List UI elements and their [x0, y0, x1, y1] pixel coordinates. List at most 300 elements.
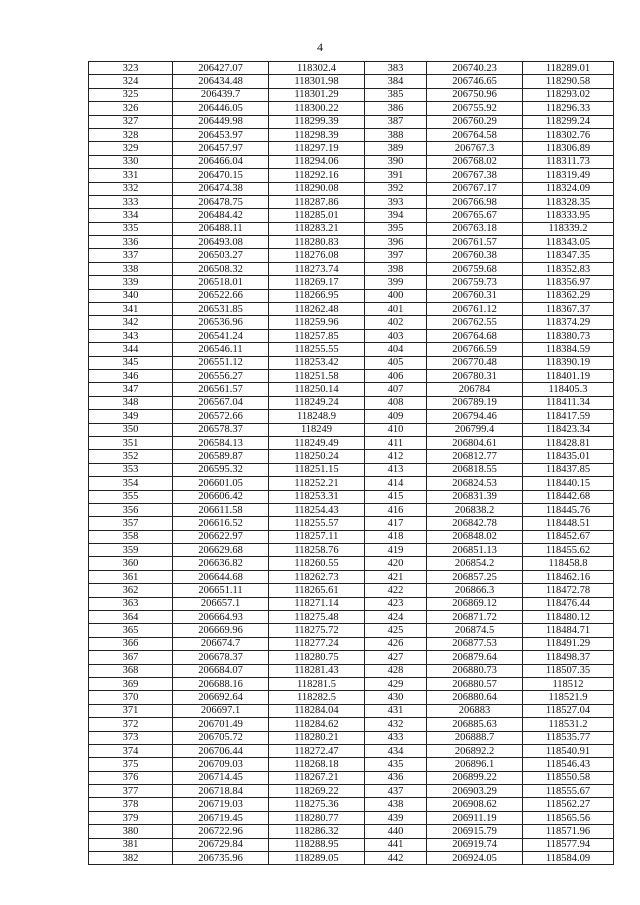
cell-y-right: 118339.2 — [523, 222, 614, 235]
cell-y-left: 118289.05 — [269, 852, 365, 865]
cell-y-right: 118452.67 — [523, 530, 614, 543]
table-row — [89, 155, 614, 168]
cell-y-right: 118584.09 — [523, 852, 614, 865]
cell-x-left: 206636.82 — [173, 557, 269, 570]
cell-y-right: 118440.15 — [523, 477, 614, 490]
cell-x-left: 206678.37 — [173, 651, 269, 664]
cell-x-left: 206601.05 — [173, 477, 269, 490]
cell-y-right: 118401.19 — [523, 369, 614, 382]
cell-y-left: 118281.5 — [269, 677, 365, 690]
cell-x-left: 206714.45 — [173, 771, 269, 784]
cell-x-right: 206770.48 — [427, 356, 523, 369]
cell-point-left: 375 — [89, 758, 173, 771]
cell-x-left: 206644.68 — [173, 570, 269, 583]
cell-point-left: 330 — [89, 155, 173, 168]
cell-x-right: 206908.62 — [427, 798, 523, 811]
cell-y-left: 118267.21 — [269, 771, 365, 784]
cell-y-right: 118423.34 — [523, 423, 614, 436]
cell-x-right: 206767.3 — [427, 142, 523, 155]
cell-y-right: 118311.73 — [523, 155, 614, 168]
cell-point-right: 441 — [365, 838, 427, 851]
cell-y-left: 118254.43 — [269, 503, 365, 516]
cell-y-right: 118356.97 — [523, 276, 614, 289]
cell-point-left: 348 — [89, 396, 173, 409]
cell-y-left: 118253.42 — [269, 356, 365, 369]
cell-point-left: 377 — [89, 785, 173, 798]
table-row — [89, 303, 614, 316]
cell-y-right: 118380.73 — [523, 329, 614, 342]
cell-point-left: 332 — [89, 182, 173, 195]
cell-y-left: 118259.96 — [269, 316, 365, 329]
table-row — [89, 383, 614, 396]
cell-y-left: 118275.48 — [269, 611, 365, 624]
cell-y-right: 118535.77 — [523, 731, 614, 744]
cell-y-right: 118527.04 — [523, 704, 614, 717]
cell-x-right: 206784 — [427, 383, 523, 396]
cell-point-left: 338 — [89, 262, 173, 275]
table-row — [89, 838, 614, 851]
cell-x-left: 206622.97 — [173, 530, 269, 543]
cell-x-right: 206764.68 — [427, 329, 523, 342]
cell-y-left: 118257.85 — [269, 329, 365, 342]
cell-y-left: 118249.24 — [269, 396, 365, 409]
table-row — [89, 530, 614, 543]
table-row — [89, 731, 614, 744]
cell-y-right: 118498.37 — [523, 651, 614, 664]
table-row — [89, 544, 614, 557]
table-row — [89, 718, 614, 731]
table-row — [89, 182, 614, 195]
cell-y-left: 118294.06 — [269, 155, 365, 168]
cell-point-left: 368 — [89, 664, 173, 677]
table-row — [89, 597, 614, 610]
cell-y-right: 118480.12 — [523, 611, 614, 624]
cell-point-right: 396 — [365, 236, 427, 249]
cell-point-right: 426 — [365, 637, 427, 650]
cell-point-right: 413 — [365, 463, 427, 476]
cell-point-right: 439 — [365, 811, 427, 824]
cell-x-left: 206493.08 — [173, 236, 269, 249]
cell-point-left: 334 — [89, 209, 173, 222]
coordinates-table — [88, 61, 614, 865]
cell-y-left: 118269.17 — [269, 276, 365, 289]
page-number: 4 — [317, 40, 323, 54]
cell-x-right: 206888.7 — [427, 731, 523, 744]
cell-x-left: 206434.48 — [173, 75, 269, 88]
table-row — [89, 463, 614, 476]
cell-x-right: 206851.13 — [427, 544, 523, 557]
table-row — [89, 249, 614, 262]
cell-x-right: 206761.12 — [427, 303, 523, 316]
cell-y-left: 118284.04 — [269, 704, 365, 717]
cell-y-left: 118249.49 — [269, 436, 365, 449]
cell-x-left: 206457.97 — [173, 142, 269, 155]
cell-point-left: 378 — [89, 798, 173, 811]
cell-y-right: 118390.19 — [523, 356, 614, 369]
cell-x-right: 206789.19 — [427, 396, 523, 409]
table-row — [89, 316, 614, 329]
cell-point-left: 337 — [89, 249, 173, 262]
table-row — [89, 356, 614, 369]
cell-y-right: 118565.56 — [523, 811, 614, 824]
cell-x-right: 206899.22 — [427, 771, 523, 784]
cell-point-right: 408 — [365, 396, 427, 409]
cell-x-left: 206466.04 — [173, 155, 269, 168]
cell-y-right: 118571.96 — [523, 825, 614, 838]
cell-point-left: 379 — [89, 811, 173, 824]
table-row — [89, 142, 614, 155]
cell-x-right: 206824.53 — [427, 477, 523, 490]
cell-y-right: 118445.76 — [523, 503, 614, 516]
cell-y-left: 118257.11 — [269, 530, 365, 543]
table-row — [89, 262, 614, 275]
cell-x-right: 206780.31 — [427, 369, 523, 382]
cell-y-right: 118491.29 — [523, 637, 614, 650]
cell-y-right: 118562.27 — [523, 798, 614, 811]
table-row — [89, 758, 614, 771]
cell-point-right: 401 — [365, 303, 427, 316]
cell-point-right: 388 — [365, 128, 427, 141]
cell-point-left: 350 — [89, 423, 173, 436]
cell-x-right: 206740.23 — [427, 62, 523, 75]
cell-y-right: 118333.95 — [523, 209, 614, 222]
table-row — [89, 236, 614, 249]
cell-y-right: 118546.43 — [523, 758, 614, 771]
cell-x-left: 206551.12 — [173, 356, 269, 369]
cell-x-right: 206869.12 — [427, 597, 523, 610]
cell-y-right: 118521.9 — [523, 691, 614, 704]
cell-x-right: 206880.57 — [427, 677, 523, 690]
table-row — [89, 423, 614, 436]
cell-point-left: 351 — [89, 436, 173, 449]
cell-point-left: 356 — [89, 503, 173, 516]
cell-x-left: 206684.07 — [173, 664, 269, 677]
cell-x-left: 206705.72 — [173, 731, 269, 744]
cell-point-right: 391 — [365, 169, 427, 182]
cell-y-right: 118296.33 — [523, 102, 614, 115]
cell-y-left: 118280.83 — [269, 236, 365, 249]
cell-y-right: 118328.35 — [523, 195, 614, 208]
table-row — [89, 584, 614, 597]
cell-y-left: 118250.14 — [269, 383, 365, 396]
cell-x-right: 206896.1 — [427, 758, 523, 771]
cell-y-left: 118282.5 — [269, 691, 365, 704]
cell-y-left: 118290.08 — [269, 182, 365, 195]
cell-x-left: 206616.52 — [173, 517, 269, 530]
table-row — [89, 517, 614, 530]
cell-x-left: 206546.11 — [173, 343, 269, 356]
table-row — [89, 169, 614, 182]
cell-point-right: 399 — [365, 276, 427, 289]
table-row — [89, 343, 614, 356]
cell-point-left: 381 — [89, 838, 173, 851]
cell-x-left: 206578.37 — [173, 423, 269, 436]
table-row — [89, 490, 614, 503]
table-row — [89, 624, 614, 637]
cell-point-right: 427 — [365, 651, 427, 664]
cell-y-left: 118298.39 — [269, 128, 365, 141]
cell-y-right: 118442.68 — [523, 490, 614, 503]
cell-x-right: 206871.72 — [427, 611, 523, 624]
table-row — [89, 664, 614, 677]
cell-y-left: 118260.55 — [269, 557, 365, 570]
cell-y-right: 118462.16 — [523, 570, 614, 583]
cell-y-right: 118435.01 — [523, 450, 614, 463]
cell-y-left: 118301.29 — [269, 88, 365, 101]
table-row — [89, 825, 614, 838]
cell-point-right: 411 — [365, 436, 427, 449]
cell-x-left: 206595.32 — [173, 463, 269, 476]
cell-x-left: 206692.64 — [173, 691, 269, 704]
cell-point-right: 421 — [365, 570, 427, 583]
cell-y-right: 118347.35 — [523, 249, 614, 262]
cell-point-left: 364 — [89, 611, 173, 624]
cell-x-left: 206567.04 — [173, 396, 269, 409]
cell-point-right: 434 — [365, 744, 427, 757]
cell-x-right: 206767.17 — [427, 182, 523, 195]
cell-point-left: 352 — [89, 450, 173, 463]
cell-y-right: 118290.58 — [523, 75, 614, 88]
cell-x-left: 206584.13 — [173, 436, 269, 449]
cell-y-left: 118249 — [269, 423, 365, 436]
cell-y-right: 118374.29 — [523, 316, 614, 329]
cell-y-right: 118531.2 — [523, 718, 614, 731]
table-row — [89, 651, 614, 664]
cell-point-right: 406 — [365, 369, 427, 382]
cell-point-right: 438 — [365, 798, 427, 811]
cell-x-right: 206883 — [427, 704, 523, 717]
table-row — [89, 691, 614, 704]
table-row — [89, 704, 614, 717]
cell-x-right: 206879.64 — [427, 651, 523, 664]
cell-point-left: 357 — [89, 517, 173, 530]
cell-point-right: 422 — [365, 584, 427, 597]
table-row — [89, 209, 614, 222]
cell-y-right: 118367.37 — [523, 303, 614, 316]
table-row — [89, 611, 614, 624]
cell-x-left: 206449.98 — [173, 115, 269, 128]
cell-x-left: 206470.15 — [173, 169, 269, 182]
cell-point-right: 433 — [365, 731, 427, 744]
cell-y-right: 118289.01 — [523, 62, 614, 75]
cell-y-left: 118269.22 — [269, 785, 365, 798]
cell-point-right: 395 — [365, 222, 427, 235]
cell-point-right: 424 — [365, 611, 427, 624]
cell-y-right: 118319.49 — [523, 169, 614, 182]
cell-point-right: 389 — [365, 142, 427, 155]
cell-point-left: 363 — [89, 597, 173, 610]
cell-y-right: 118512 — [523, 677, 614, 690]
cell-x-right: 206760.38 — [427, 249, 523, 262]
cell-point-left: 346 — [89, 369, 173, 382]
cell-point-right: 403 — [365, 329, 427, 342]
cell-point-left: 361 — [89, 570, 173, 583]
cell-x-right: 206892.2 — [427, 744, 523, 757]
cell-x-left: 206651.11 — [173, 584, 269, 597]
cell-x-left: 206508.32 — [173, 262, 269, 275]
cell-x-right: 206761.57 — [427, 236, 523, 249]
cell-point-right: 394 — [365, 209, 427, 222]
cell-point-right: 385 — [365, 88, 427, 101]
cell-x-left: 206611.58 — [173, 503, 269, 516]
cell-y-right: 118405.3 — [523, 383, 614, 396]
cell-point-left: 360 — [89, 557, 173, 570]
cell-point-right: 386 — [365, 102, 427, 115]
cell-y-left: 118271.14 — [269, 597, 365, 610]
cell-x-left: 206664.93 — [173, 611, 269, 624]
cell-point-right: 442 — [365, 852, 427, 865]
cell-y-right: 118306.89 — [523, 142, 614, 155]
cell-x-left: 206719.45 — [173, 811, 269, 824]
cell-point-right: 405 — [365, 356, 427, 369]
cell-point-left: 358 — [89, 530, 173, 543]
table-row — [89, 128, 614, 141]
cell-y-left: 118265.61 — [269, 584, 365, 597]
cell-x-right: 206759.68 — [427, 262, 523, 275]
cell-point-left: 343 — [89, 329, 173, 342]
cell-point-left: 331 — [89, 169, 173, 182]
cell-point-right: 397 — [365, 249, 427, 262]
cell-point-left: 354 — [89, 477, 173, 490]
cell-point-left: 336 — [89, 236, 173, 249]
cell-point-left: 324 — [89, 75, 173, 88]
cell-point-right: 435 — [365, 758, 427, 771]
cell-x-right: 206911.19 — [427, 811, 523, 824]
cell-x-right: 206767.38 — [427, 169, 523, 182]
cell-x-right: 206766.59 — [427, 343, 523, 356]
cell-x-left: 206718.84 — [173, 785, 269, 798]
cell-point-right: 420 — [365, 557, 427, 570]
cell-x-left: 206439.7 — [173, 88, 269, 101]
cell-y-left: 118275.72 — [269, 624, 365, 637]
table-row — [89, 477, 614, 490]
cell-x-left: 206484.42 — [173, 209, 269, 222]
cell-point-left: 355 — [89, 490, 173, 503]
cell-y-left: 118292.16 — [269, 169, 365, 182]
cell-x-right: 206755.92 — [427, 102, 523, 115]
cell-x-right: 206794.46 — [427, 410, 523, 423]
cell-point-right: 384 — [365, 75, 427, 88]
cell-point-left: 326 — [89, 102, 173, 115]
cell-x-left: 206674.7 — [173, 637, 269, 650]
cell-point-right: 437 — [365, 785, 427, 798]
cell-x-left: 206697.1 — [173, 704, 269, 717]
cell-x-left: 206541.24 — [173, 329, 269, 342]
cell-point-left: 371 — [89, 704, 173, 717]
cell-point-right: 415 — [365, 490, 427, 503]
cell-point-left: 359 — [89, 544, 173, 557]
cell-y-left: 118252.21 — [269, 477, 365, 490]
table-row — [89, 222, 614, 235]
cell-y-right: 118540.91 — [523, 744, 614, 757]
cell-x-right: 206759.73 — [427, 276, 523, 289]
cell-point-left: 369 — [89, 677, 173, 690]
cell-y-right: 118484.71 — [523, 624, 614, 637]
cell-x-right: 206857.25 — [427, 570, 523, 583]
table-row — [89, 798, 614, 811]
cell-x-right: 206915.79 — [427, 825, 523, 838]
cell-x-left: 206561.57 — [173, 383, 269, 396]
cell-point-right: 440 — [365, 825, 427, 838]
cell-point-right: 429 — [365, 677, 427, 690]
cell-y-right: 118472.78 — [523, 584, 614, 597]
cell-x-left: 206701.49 — [173, 718, 269, 731]
cell-y-left: 118280.21 — [269, 731, 365, 744]
cell-y-left: 118251.58 — [269, 369, 365, 382]
cell-point-left: 349 — [89, 410, 173, 423]
cell-y-left: 118297.19 — [269, 142, 365, 155]
cell-point-left: 370 — [89, 691, 173, 704]
cell-y-right: 118437.85 — [523, 463, 614, 476]
cell-point-left: 345 — [89, 356, 173, 369]
cell-y-left: 118255.55 — [269, 343, 365, 356]
table-row — [89, 396, 614, 409]
cell-point-left: 344 — [89, 343, 173, 356]
cell-point-left: 365 — [89, 624, 173, 637]
cell-y-left: 118275.36 — [269, 798, 365, 811]
cell-y-right: 118476.44 — [523, 597, 614, 610]
table-row — [89, 369, 614, 382]
cell-point-left: 380 — [89, 825, 173, 838]
table-row — [89, 62, 614, 75]
cell-point-right: 387 — [365, 115, 427, 128]
cell-point-right: 417 — [365, 517, 427, 530]
cell-y-right: 118417.59 — [523, 410, 614, 423]
cell-point-right: 390 — [365, 155, 427, 168]
cell-point-right: 393 — [365, 195, 427, 208]
cell-y-left: 118281.43 — [269, 664, 365, 677]
cell-x-left: 206453.97 — [173, 128, 269, 141]
cell-y-left: 118266.95 — [269, 289, 365, 302]
cell-x-left: 206589.87 — [173, 450, 269, 463]
cell-y-left: 118251.15 — [269, 463, 365, 476]
cell-y-left: 118268.18 — [269, 758, 365, 771]
cell-y-left: 118277.24 — [269, 637, 365, 650]
cell-x-left: 206709.03 — [173, 758, 269, 771]
cell-x-right: 206746.65 — [427, 75, 523, 88]
cell-y-left: 118301.98 — [269, 75, 365, 88]
table-row — [89, 570, 614, 583]
cell-point-left: 339 — [89, 276, 173, 289]
cell-x-right: 206854.2 — [427, 557, 523, 570]
cell-y-left: 118287.86 — [269, 195, 365, 208]
cell-y-right: 118550.58 — [523, 771, 614, 784]
cell-x-left: 206629.68 — [173, 544, 269, 557]
cell-y-left: 118248.9 — [269, 410, 365, 423]
cell-x-left: 206427.07 — [173, 62, 269, 75]
cell-point-left: 366 — [89, 637, 173, 650]
cell-point-left: 376 — [89, 771, 173, 784]
cell-y-right: 118302.76 — [523, 128, 614, 141]
cell-y-left: 118285.01 — [269, 209, 365, 222]
table-row — [89, 102, 614, 115]
cell-y-right: 118577.94 — [523, 838, 614, 851]
table-row — [89, 410, 614, 423]
cell-point-left: 347 — [89, 383, 173, 396]
cell-point-left: 374 — [89, 744, 173, 757]
cell-point-left: 325 — [89, 88, 173, 101]
cell-x-right: 206764.58 — [427, 128, 523, 141]
table-row — [89, 557, 614, 570]
cell-point-right: 431 — [365, 704, 427, 717]
cell-y-right: 118293.02 — [523, 88, 614, 101]
cell-y-right: 118299.24 — [523, 115, 614, 128]
cell-point-right: 436 — [365, 771, 427, 784]
cell-y-right: 118448.51 — [523, 517, 614, 530]
cell-point-left: 328 — [89, 128, 173, 141]
cell-x-left: 206488.11 — [173, 222, 269, 235]
cell-x-left: 206719.03 — [173, 798, 269, 811]
